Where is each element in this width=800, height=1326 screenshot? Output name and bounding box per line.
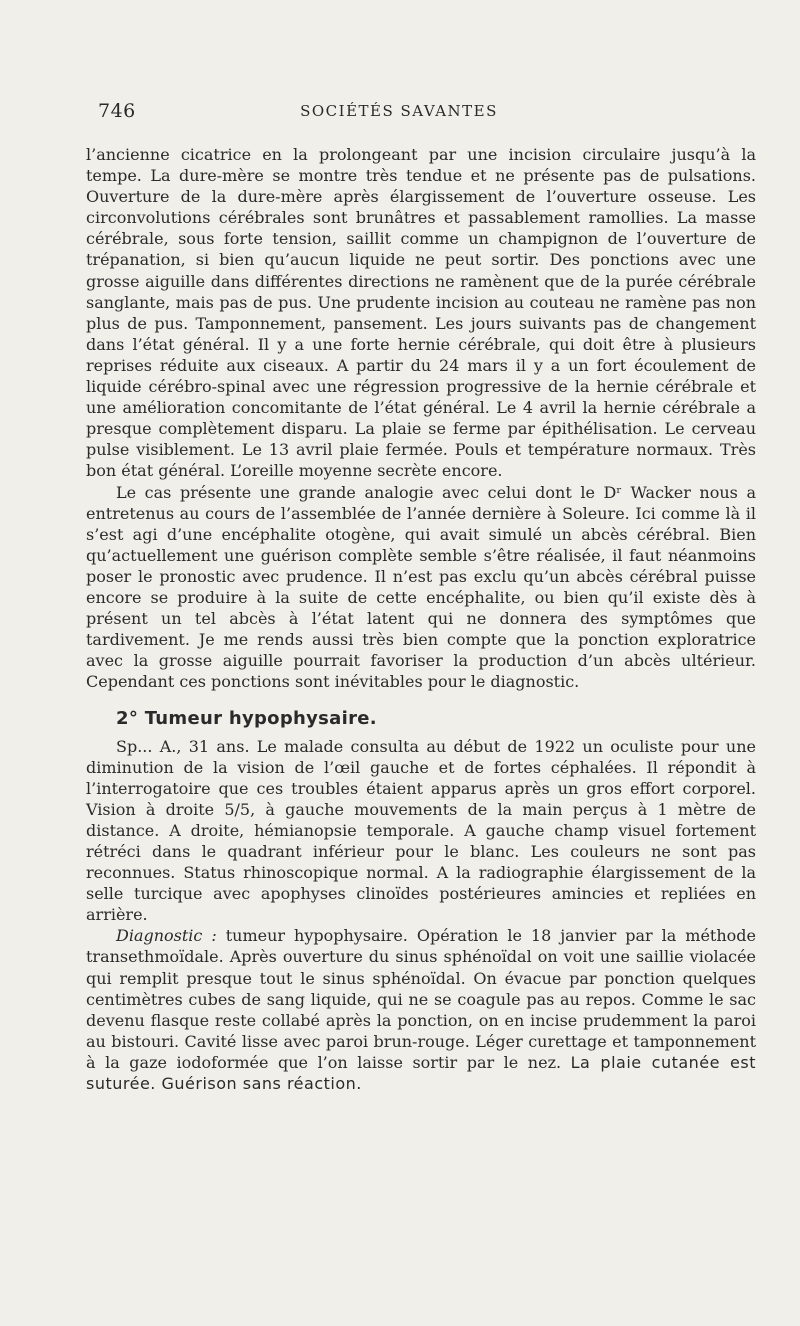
section-heading: 2° Tumeur hypophysaire. <box>116 708 377 730</box>
diagnostic-text: tumeur hypophysaire. Opération le 18 janvier par la méthode transethmoïdale. Après ouverture du sinus sphénoïdal on voit une saillie violacée qui remplit presque tout le sinus sphénoïdal. On évacue par ponction quelques centimètres cubes de sang liquide, qui ne se coagule pas au repos. Comme le sac devenu flasque reste collabé après la ponction, on en incise prudemment la paroi au bistouri. Cavité lisse avec paroi brun-rouge. Léger curettage et tamponnement à la gaze iodoformée que l’on laisse sortir par le nez. <box>86 926 756 1072</box>
paragraph-diagnostic <box>86 925 756 1094</box>
paragraph-discussion: Le cas présente une grande analogie avec celui dont le Dʳ Wacker nous a entretenus au cours de l’assemblée de l’année dernière à Soleure. Ici comme là il s’est agi d’une encéphalite otogène, qui avait simulé un abcès cérébral. Bien qu’actuellement une guérison complète semble s’être réalisée, il faut néanmoins poser le pronostic avec prudence. Il n’est pas exclu qu’un abcès cérébral puisse encore se produire à la suite de cette encéphalite, ou bien qu’il existe dès à présent un tel abcès à l’état latent qui ne donnera des symptômes que tardivement. Je me rends aussi très bien compte que la ponction exploratrice avec la grosse aiguille pourrait favoriser la production d’un abcès ultérieur. Cependant ces ponctions sont inévitables pour le diagnostic. <box>86 482 756 692</box>
paragraph-case: Sp... A., 31 ans. Le malade consulta au début de 1922 un oculiste pour une diminution de la vision de l’œil gauche et de fortes céphalées. Il répondit à l’interrogatoire que ces troubles étaient apparus après un gros effort corporel. Vision à droite 5/5, à gauche mouvements de la main perçus à 1 mètre de distance. A droite, hémianopsie temporale. A gauche champ visuel fortement rétréci dans le quadrant inférieur pour le blanc. Les couleurs ne sont pas reconnues. Status rhinoscopique normal. A la radiographie élargissement de la selle turcique avec apophyses clinoïdes postérieures amincies et repliées en arrière. <box>86 736 756 925</box>
page-header <box>98 100 740 124</box>
paragraph-continuation: l’ancienne cicatrice en la prolongeant par une incision circulaire jusqu’à la tempe. La dure-mère se montre très tendue et ne présente pas de pulsations. Ouverture de la dure-mère après élargissement de l’ouverture osseuse. Les circonvolutions cérébrales sont brunâtres et passablement ramollies. La masse cérébrale, sous forte tension, saillit comme un champignon de l’ouverture de trépanation, si bien qu’aucun liquide ne peut sortir. Des ponctions avec une grosse aiguille dans différentes directions ne ramènent que de la purée cérébrale sanglante, mais pas de pus. Une prudente incision au couteau ne ramène pas non plus de pus. Tamponnement, pansement. Les jours suivants pas de changement dans l’état général. Il y a une forte hernie cérébrale, qui doit être à plusieurs reprises réduite aux ciseaux. A partir du 24 mars il y a un fort écoulement de liquide cérébro-spinal avec une régression progressive de la hernie cérébrale et une amélioration concomitante de l’état général. Le 4 avril la hernie cérébrale a presque complètement disparu. La plaie se ferme par épithélisation. Le cerveau pulse visiblement. Le 13 avril plaie fermée. Pouls et température normaux. Très bon état général. L’oreille moyenne secrète encore. <box>86 145 756 481</box>
page-number: 746 <box>98 100 136 122</box>
running-title: SOCIÉTÉS SAVANTES <box>300 102 498 120</box>
body-text <box>86 144 756 1094</box>
diagnostic-ending: La plaie cutanée est suturée. Guérison sans réaction. <box>86 1052 756 1094</box>
diagnostic-label: Diagnostic : <box>116 926 217 946</box>
